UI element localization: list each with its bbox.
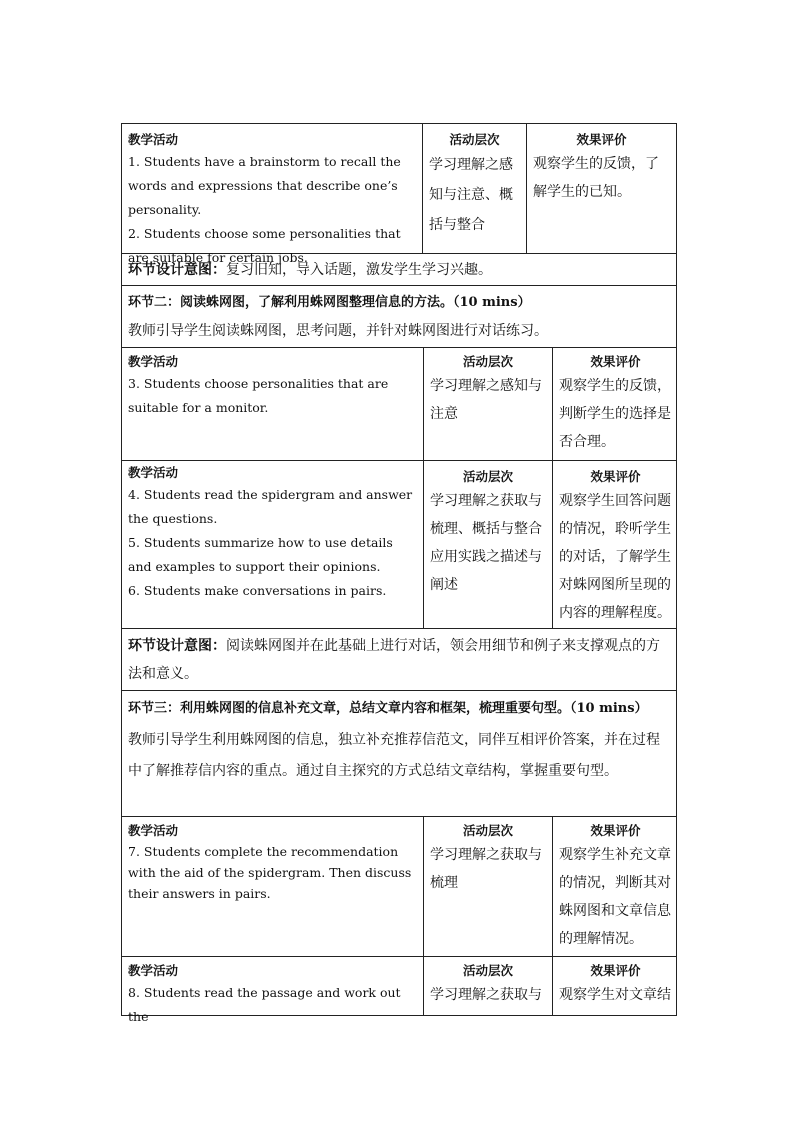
activity-heading: 教学活动 (128, 132, 179, 147)
eval-heading: 效果评价 (576, 132, 627, 147)
activity-block-4 (122, 817, 676, 957)
eval-cell (552, 461, 676, 628)
activity-cell (122, 461, 423, 628)
activity-item: 8. Students read the passage and work out the (128, 985, 401, 1024)
level-cell (423, 817, 552, 956)
eval-text: 观察学生补充文章的情况，判断其对蛛网图和文章信息的理解情况。 (559, 847, 671, 947)
activity-item: 7. Students complete the recommendation with the aid of the spidergram. Then discuss their answers in pairs. (128, 844, 412, 901)
level-heading: 活动层次 (449, 132, 500, 147)
intent-text: 阅读蛛网图并在此基础上进行对话，领会用细节和例子来支撑观点的方法和意义。 (128, 638, 660, 682)
section-description: 教师引导学生阅读蛛网图，思考问题，并针对蛛网图进行对话练习。 (128, 323, 548, 339)
section-3 (122, 691, 676, 817)
eval-heading: 效果评价 (590, 823, 641, 838)
eval-text: 观察学生的反馈，判断学生的选择是否合理。 (559, 378, 671, 450)
intent-text: 复习旧知，导入话题，激发学生学习兴趣。 (226, 262, 492, 278)
activity-item: 4. Students read the spidergram and answer the questions. (128, 487, 413, 526)
activity-cell (122, 817, 423, 956)
design-intent-2 (122, 629, 676, 691)
eval-cell (526, 124, 676, 253)
design-intent-1 (122, 254, 676, 286)
activity-block-5 (122, 957, 676, 1024)
section-description: 教师引导学生利用蛛网图的信息，独立补充推荐信范文，同伴互相评价答案，并在过程中了解推荐信内容的重点。通过自主探究的方式总结文章结构，掌握重要句型。 (128, 732, 660, 779)
level-cell (423, 461, 552, 628)
level-text: 学习理解之感知与注意、概括与整合 (429, 157, 513, 233)
section-title: 环节二：阅读蛛网图，了解利用蛛网图整理信息的方法。（10 mins） (128, 295, 531, 310)
level-text: 学习理解之获取与 (430, 987, 542, 1003)
level-cell (423, 348, 552, 460)
eval-cell (552, 957, 676, 1015)
activity-item: 1. Students have a brainstorm to recall the words and expressions that describe one’s personality. (128, 154, 401, 217)
activity-item: 3. Students choose personalities that are suitable for a monitor. (128, 376, 389, 415)
activity-cell (122, 957, 423, 1024)
activity-heading: 教学活动 (128, 823, 179, 838)
level-text: 学习理解之感知与注意 (430, 378, 542, 422)
section-2 (122, 286, 676, 348)
eval-heading: 效果评价 (590, 963, 641, 978)
activity-heading: 教学活动 (128, 354, 179, 369)
activity-heading: 教学活动 (128, 963, 179, 978)
activity-block-2 (122, 348, 676, 461)
activity-cell (122, 348, 423, 460)
level-cell (422, 124, 526, 253)
level-text: 学习理解之获取与梳理、概括与整合应用实践之描述与阐述 (430, 493, 542, 593)
eval-heading: 效果评价 (590, 354, 641, 369)
level-heading: 活动层次 (462, 469, 513, 484)
lesson-plan-table (121, 123, 677, 1024)
activity-heading: 教学活动 (128, 465, 179, 480)
section-title: 环节三：利用蛛网图的信息补充文章，总结文章内容和框架，梳理重要句型。（10 mins） (128, 701, 648, 716)
level-heading: 活动层次 (462, 823, 513, 838)
level-cell (423, 957, 552, 1015)
eval-text: 观察学生回答问题的情况，聆听学生的对话，了解学生对蛛网图所呈现的内容的理解程度。 (559, 493, 671, 621)
eval-text: 观察学生对文章结 (559, 987, 671, 1003)
activity-cell (122, 124, 422, 265)
eval-heading: 效果评价 (590, 469, 641, 484)
level-heading: 活动层次 (462, 963, 513, 978)
activity-item: 6. Students make conversations in pairs. (128, 583, 387, 598)
eval-text: 观察学生的反馈，了解学生的已知。 (533, 156, 659, 200)
eval-cell (552, 817, 676, 956)
activity-item: 5. Students summarize how to use details and examples to support their opinions. (128, 535, 393, 574)
intent-label: 环节设计意图： (128, 262, 226, 278)
activity-block-3 (122, 461, 676, 629)
level-text: 学习理解之获取与梳理 (430, 847, 542, 891)
activity-item: 2. Students choose some personalities that are suitable for certain jobs. (128, 226, 401, 265)
activity-block-1 (122, 124, 676, 265)
level-heading: 活动层次 (462, 354, 513, 369)
intent-label: 环节设计意图： (128, 638, 226, 654)
eval-cell (552, 348, 676, 460)
